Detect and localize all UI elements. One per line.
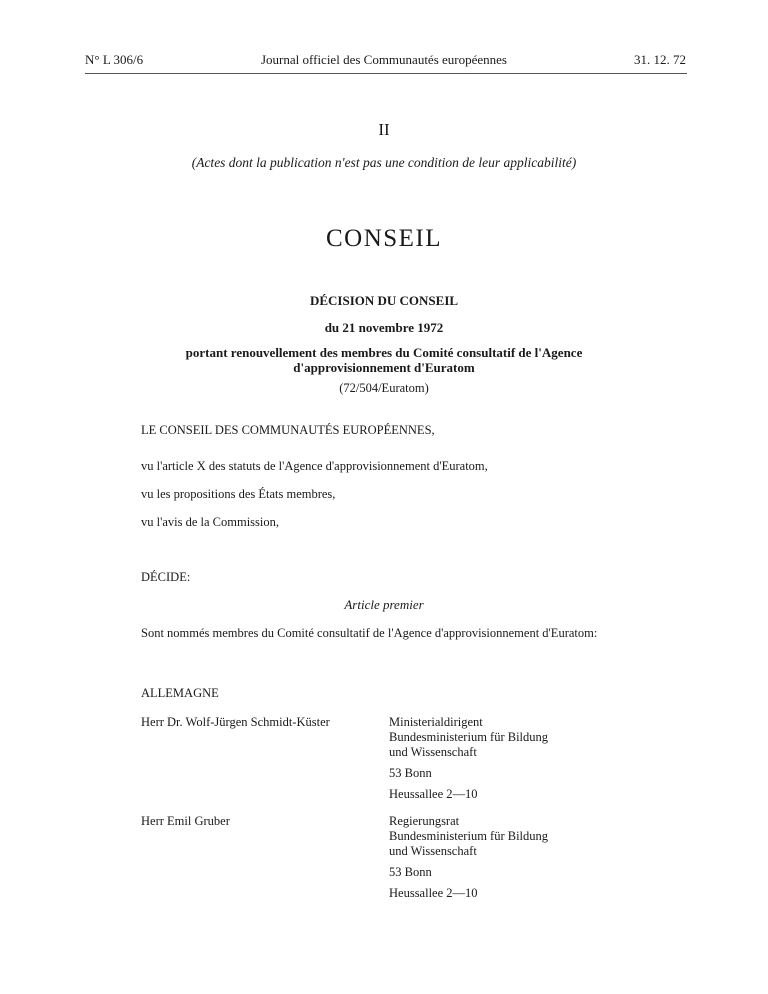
member-details	[389, 814, 548, 901]
member-ministry-cont: und Wissenschaft	[389, 844, 477, 858]
page-reference: N° L 306/6	[85, 52, 144, 67]
institution-heading: CONSEIL	[325, 225, 443, 252]
article-intro: Sont nommés membres du Comité consultatif de l'Agence d'approvisionnement d'Euratom:	[141, 626, 598, 640]
member-details	[389, 715, 548, 802]
journal-title: Journal officiel des Communautés européennes	[261, 52, 507, 67]
decision-reference: (72/504/Euratom)	[339, 381, 429, 395]
member-name: Herr Emil Gruber	[141, 814, 230, 828]
member-role: Regierungsrat	[389, 814, 460, 828]
member-street: Heussallee 2—10	[389, 886, 478, 900]
member-city: 53 Bonn	[389, 865, 432, 879]
decides-heading: DÉCIDE:	[141, 570, 191, 584]
decision-title: DÉCISION DU CONSEIL	[309, 293, 459, 308]
section-number: II	[378, 120, 390, 139]
member-ministry: Bundesministerium für Bildung	[389, 730, 549, 744]
issue-date: 31. 12. 72	[634, 52, 686, 67]
member-name: Herr Dr. Wolf-Jürgen Schmidt-Küster	[141, 715, 330, 729]
member-city: 53 Bonn	[389, 766, 432, 780]
decision-subject: portant renouvellement des membres du Comité consultatif de l'Agence d'approvisionnement d'Euratom	[185, 345, 583, 375]
recital-2: vu les propositions des États membres,	[141, 487, 336, 501]
decision-date: du 21 novembre 1972	[324, 320, 444, 335]
member-street: Heussallee 2—10	[389, 787, 478, 801]
country-heading: ALLEMAGNE	[141, 686, 219, 700]
header-rule	[85, 73, 687, 74]
member-ministry-cont: und Wissenschaft	[389, 745, 477, 759]
article-heading: Article premier	[344, 597, 424, 612]
recital-3: vu l'avis de la Commission,	[141, 515, 280, 529]
member-role: Ministerialdirigent	[389, 715, 483, 729]
member-ministry: Bundesministerium für Bildung	[389, 829, 549, 843]
preamble-council: LE CONSEIL DES COMMUNAUTÉS EUROPÉENNES,	[141, 423, 435, 437]
section-note: (Actes dont la publication n'est pas une condition de leur applicabilité)	[191, 155, 577, 170]
recital-1: vu l'article X des statuts de l'Agence d'approvisionnement d'Euratom,	[141, 459, 488, 473]
